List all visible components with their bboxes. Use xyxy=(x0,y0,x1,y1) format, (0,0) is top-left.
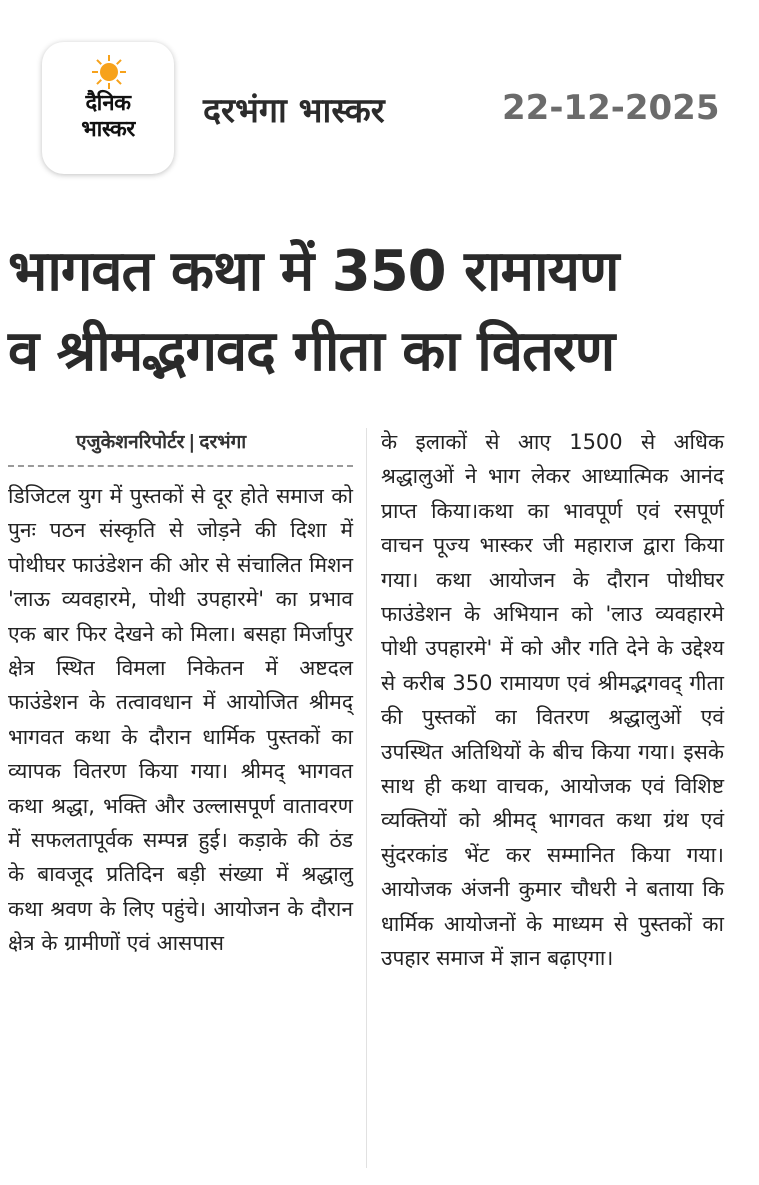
logo-text-bhaskar: भास्कर xyxy=(81,117,135,142)
masthead xyxy=(0,0,759,205)
byline-divider xyxy=(8,465,353,467)
byline-city: दरभंगा xyxy=(199,431,247,453)
edition-name: दरभंगा भास्कर xyxy=(203,91,385,131)
article-column-right xyxy=(381,425,724,976)
dainik-bhaskar-logo[interactable] xyxy=(42,42,174,174)
article-column-left xyxy=(8,425,353,961)
publication-date: 22-12-2025 xyxy=(502,88,720,128)
article-body-right: के इलाकों से आए 1500 से अधिक श्रद्धालुओं ने भाग लेकर आध्यात्मिक आनंद प्राप्त किया।कथा का भावपूर्ण एवं रसपूर्ण वाचन पूज्य भास्कर जी महाराज द्वारा किया गया। कथा आयोजन के दौरान पोथीघर फाउंडेशन के अभियान को 'लाउ व्यवहारमे पोथी उपहारमे' में को और गति देने के उद्देश्य से करीब 350 रामायण एवं श्रीमद्भगवद् गीता की पुस्तकों का वितरण श्रद्धालुओं एवं उपस्थित अतिथियों के बीच किया गया। इसके साथ ही कथा वाचक, आयोजक एवं विशिष्ट व्यक्तियों को श्रीमद् भागवत कथा ग्रंथ एवं सुंदरकांड भेंट कर सम्मानित किया गया। आयोजक अंजनी कुमार चौधरी ने बताया कि धार्मिक आयोजनों के माध्यम से पुस्तकों का उपहार समाज में ज्ञान बढ़ाएगा। xyxy=(381,430,724,971)
logo-text-dainik: दैनिक xyxy=(85,91,131,116)
sun-icon xyxy=(91,54,127,90)
article-body-left: डिजिटल युग में पुस्तकों से दूर होते समाज को पुनः पठन संस्कृति से जोड़ने की दिशा में पोथीघर फाउंडेशन की ओर से संचालित मिशन 'लाऊ व्यवहारमे, पोथी उपहारमे' का प्रभाव एक बार फिर देखने को मिला। बसहा मिर्जापुर क्षेत्र स्थित विमला निकेतन में अष्टदल फाउंडेशन के तत्वावधान में आयोजित श्रीमद् भागवत कथा के दौरान धार्मिक पुस्तकों का व्यापक वितरण किया गया। श्रीमद् भागवत कथा श्रद्धा, भक्ति और उल्लासपूर्ण वातावरण में सफलतापूर्वक सम्पन्न हुई। कड़ाके की ठंड के बावजूद प्रतिदिन बड़ी संख्या में श्रद्धालु कथा श्रवण के लिए पहुंचे। आयोजन के दौरान क्षेत्र के ग्रामीणों एवं आसपास xyxy=(8,484,353,956)
byline-reporter: एजुकेशनरिपोर्टर xyxy=(76,431,185,453)
byline xyxy=(8,425,353,459)
column-divider xyxy=(366,428,367,1168)
article-headline xyxy=(8,232,753,392)
byline-separator: | xyxy=(188,431,196,453)
headline-line-2: व श्रीमद्भगवद गीता का वितरण xyxy=(8,319,615,384)
headline-line-1: भागवत कथा में 350 रामायण xyxy=(8,239,619,304)
